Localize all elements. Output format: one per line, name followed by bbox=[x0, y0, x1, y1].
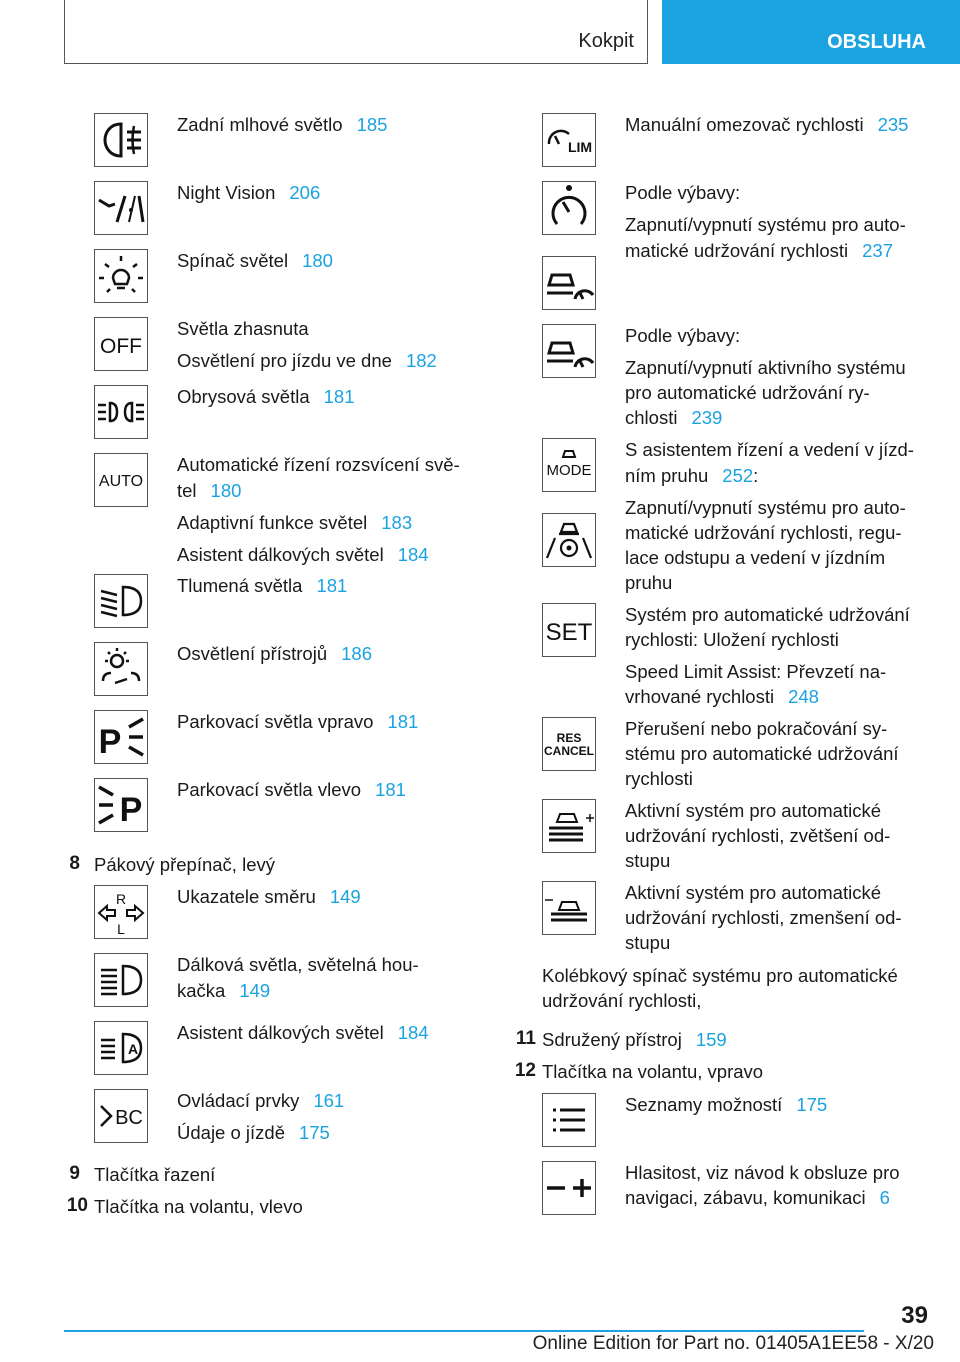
list-item: Night Vision 206 bbox=[177, 182, 321, 203]
list-item: Dálková světla, světelná hou- bbox=[177, 954, 419, 975]
rocker-text: udržování rychlosti, bbox=[542, 990, 702, 1011]
footer-text: Online Edition for Part no. 01405A1EE58 - X/20 bbox=[532, 1333, 934, 1354]
high-beam-assist-icon bbox=[94, 1021, 148, 1075]
header-tab-label: OBSLUHA bbox=[827, 30, 926, 53]
list-item: Světla zhasnuta bbox=[177, 318, 309, 339]
list-item: Podle výbavy: bbox=[625, 325, 741, 346]
list-item: stému pro automatické udržování bbox=[625, 743, 899, 764]
parking-right-icon bbox=[94, 710, 148, 764]
list-item: kačka 149 bbox=[177, 980, 271, 1001]
page-ref-link[interactable]: 186 bbox=[341, 643, 372, 664]
svg-text:LIM: LIM bbox=[567, 139, 593, 155]
item-number: 11 bbox=[515, 1028, 536, 1049]
distance-increase-icon bbox=[542, 799, 596, 853]
page-ref-link[interactable]: 180 bbox=[210, 480, 242, 501]
page-number: 39 bbox=[901, 1302, 928, 1329]
svg-text:CANCEL: CANCEL bbox=[544, 744, 594, 758]
auto-icon bbox=[94, 453, 148, 507]
list-item: Parkovací světla vpravo 181 bbox=[177, 711, 419, 732]
list-item: ním pruhu 252: bbox=[625, 465, 759, 486]
lim-icon bbox=[542, 113, 596, 167]
res-cancel-icon bbox=[542, 717, 596, 771]
svg-text:A: A bbox=[127, 1041, 139, 1057]
bc-icon bbox=[94, 1089, 148, 1143]
svg-text:AUTO: AUTO bbox=[98, 473, 144, 490]
list-item: matické udržování rychlosti, regu- bbox=[625, 522, 902, 543]
item-number: 9 bbox=[69, 1163, 80, 1184]
svg-text:L: L bbox=[117, 921, 125, 937]
list-item: Manuální omezovač rychlosti 235 bbox=[625, 114, 909, 135]
header-tab[interactable] bbox=[662, 0, 960, 64]
set-icon bbox=[542, 603, 596, 657]
list-item: pruhu bbox=[625, 572, 673, 593]
list-item: Přerušení nebo pokračování sy- bbox=[625, 718, 888, 739]
light-switch-icon bbox=[94, 249, 148, 303]
list-item: Speed Limit Assist: Převzetí na- bbox=[625, 661, 887, 682]
item-title: Tlačítka řazení bbox=[94, 1164, 216, 1185]
page-ref-link[interactable]: 239 bbox=[691, 407, 723, 428]
page-ref-link[interactable]: 182 bbox=[405, 350, 437, 371]
page-ref-link[interactable]: 184 bbox=[397, 544, 429, 565]
list-item: stupu bbox=[625, 850, 671, 871]
rocker-text: Kolébkový spínač systému pro automatické bbox=[542, 965, 898, 986]
svg-text:P: P bbox=[119, 791, 143, 829]
list-item: Osvětlení přístrojů 186 bbox=[177, 643, 372, 664]
list-item: Hlasitost, viz návod k obsluze pro bbox=[625, 1162, 900, 1183]
list-item: Aktivní systém pro automatické bbox=[625, 800, 882, 821]
page-ref-link[interactable]: 248 bbox=[788, 686, 819, 707]
svg-text:SET: SET bbox=[545, 619, 593, 646]
list-item: Parkovací světla vlevo 181 bbox=[177, 779, 406, 800]
page-ref-link[interactable]: 161 bbox=[313, 1090, 345, 1111]
list-item: pro automatické udržování ry- bbox=[625, 382, 870, 403]
list-item: Obrysová světla 181 bbox=[177, 386, 355, 407]
header-section: Kokpit bbox=[578, 30, 634, 52]
page-ref-link[interactable]: 149 bbox=[239, 980, 271, 1001]
list-item: udržování rychlosti, zvětšení od- bbox=[625, 825, 891, 846]
page-ref-link[interactable]: 183 bbox=[381, 512, 413, 533]
page-ref-link[interactable]: 159 bbox=[695, 1029, 727, 1050]
list-item: Systém pro automatické udržování bbox=[625, 604, 910, 625]
list-item: matické udržování rychlosti 237 bbox=[625, 240, 893, 261]
list-item: rychlosti bbox=[625, 768, 693, 789]
svg-text:P: P bbox=[98, 723, 122, 761]
page-ref-link[interactable]: 185 bbox=[356, 114, 388, 135]
header-box bbox=[64, 0, 648, 64]
list-icon bbox=[542, 1093, 596, 1147]
page-ref-link[interactable]: 237 bbox=[862, 240, 893, 261]
rear-fog-light-icon bbox=[94, 113, 148, 167]
parking-left-icon bbox=[94, 778, 148, 832]
page-ref-link[interactable]: 149 bbox=[329, 886, 361, 907]
list-item: lace odstupu a vedení v jízdním bbox=[625, 547, 886, 568]
off-icon bbox=[94, 317, 148, 371]
list-item: Ovládací prvky 161 bbox=[177, 1090, 345, 1111]
item-title: Tlačítka na volantu, vlevo bbox=[94, 1196, 303, 1217]
item-title: Sdružený přístroj 159 bbox=[542, 1029, 727, 1050]
list-item: Zadní mlhové světlo 185 bbox=[177, 114, 388, 135]
high-beam-icon bbox=[94, 953, 148, 1007]
svg-text:MODE: MODE bbox=[546, 462, 592, 479]
parking-lights-icon bbox=[94, 385, 148, 439]
item-number: 8 bbox=[69, 853, 80, 874]
item-title: Tlačítka na volantu, vpravo bbox=[542, 1061, 764, 1082]
steering-assist-icon bbox=[542, 513, 596, 567]
page-ref-link[interactable]: 184 bbox=[397, 1022, 429, 1043]
page-ref-link[interactable]: 6 bbox=[879, 1187, 890, 1208]
list-item: navigaci, zábavu, komunikaci 6 bbox=[625, 1187, 890, 1208]
footer-divider bbox=[64, 1330, 864, 1332]
list-item: Zapnutí/vypnutí systému pro auto- bbox=[625, 214, 906, 235]
list-item: Zapnutí/vypnutí systému pro auto- bbox=[625, 497, 906, 518]
page-ref-link[interactable]: 181 bbox=[323, 386, 355, 407]
list-item: Ukazatele směru 149 bbox=[177, 886, 361, 907]
page-ref-link[interactable]: 206 bbox=[289, 182, 321, 203]
list-item: Zapnutí/vypnutí aktivního systému bbox=[625, 357, 906, 378]
page-ref-link[interactable]: 181 bbox=[316, 575, 348, 596]
list-item: Seznamy možností 175 bbox=[625, 1094, 828, 1115]
list-item: rychlosti: Uložení rychlosti bbox=[625, 629, 839, 650]
page-ref-link[interactable]: 252 bbox=[722, 465, 754, 486]
svg-text:R: R bbox=[115, 891, 127, 907]
list-item: Asistent dálkových světel 184 bbox=[177, 1022, 429, 1043]
page-ref-link[interactable]: 181 bbox=[387, 711, 419, 732]
list-item: stupu bbox=[625, 932, 671, 953]
list-item: S asistentem řízení a vedení v jízd- bbox=[625, 439, 914, 460]
page-ref-link[interactable]: 175 bbox=[298, 1122, 330, 1143]
list-item: Automatické řízení rozsvícení svě- bbox=[177, 454, 460, 475]
item-number: 12 bbox=[514, 1060, 536, 1081]
page-ref-link[interactable]: 181 bbox=[375, 779, 406, 800]
list-item: Spínač světel 180 bbox=[177, 250, 333, 271]
instrument-lighting-icon bbox=[94, 642, 148, 696]
svg-text:RES: RES bbox=[556, 731, 582, 745]
list-item: Aktivní systém pro automatické bbox=[625, 882, 882, 903]
turn-signal-icon bbox=[94, 885, 148, 939]
active-cruise-icon bbox=[542, 256, 596, 310]
svg-text:BC: BC bbox=[115, 1107, 143, 1129]
volume-icon bbox=[542, 1161, 596, 1215]
mode-icon bbox=[542, 438, 596, 492]
low-beam-icon bbox=[94, 574, 148, 628]
list-item: tel 180 bbox=[177, 480, 242, 501]
distance-decrease-icon bbox=[542, 881, 596, 935]
list-item: Asistent dálkových světel 184 bbox=[177, 544, 429, 565]
page-ref-link[interactable]: 180 bbox=[302, 250, 333, 271]
active-cruise-icon-2 bbox=[542, 324, 596, 378]
cruise-control-icon bbox=[542, 181, 596, 235]
list-item: Osvětlení pro jízdu ve dne 182 bbox=[177, 350, 437, 371]
page-ref-link[interactable]: 175 bbox=[796, 1094, 828, 1115]
page-ref-link[interactable]: 235 bbox=[877, 114, 909, 135]
list-item: Podle výbavy: bbox=[625, 182, 741, 203]
list-item: Adaptivní funkce světel 183 bbox=[177, 512, 413, 533]
list-item: Tlumená světla 181 bbox=[177, 575, 348, 596]
list-item: udržování rychlosti, zmenšení od- bbox=[625, 907, 902, 928]
list-item: vrhované rychlosti 248 bbox=[625, 686, 819, 707]
list-item: chlosti 239 bbox=[625, 407, 723, 428]
night-vision-icon bbox=[94, 181, 148, 235]
item-title: Pákový přepínač, levý bbox=[94, 854, 275, 875]
svg-text:OFF: OFF bbox=[100, 335, 142, 358]
item-number: 10 bbox=[66, 1195, 88, 1216]
list-item: Údaje o jízdě 175 bbox=[177, 1122, 330, 1143]
